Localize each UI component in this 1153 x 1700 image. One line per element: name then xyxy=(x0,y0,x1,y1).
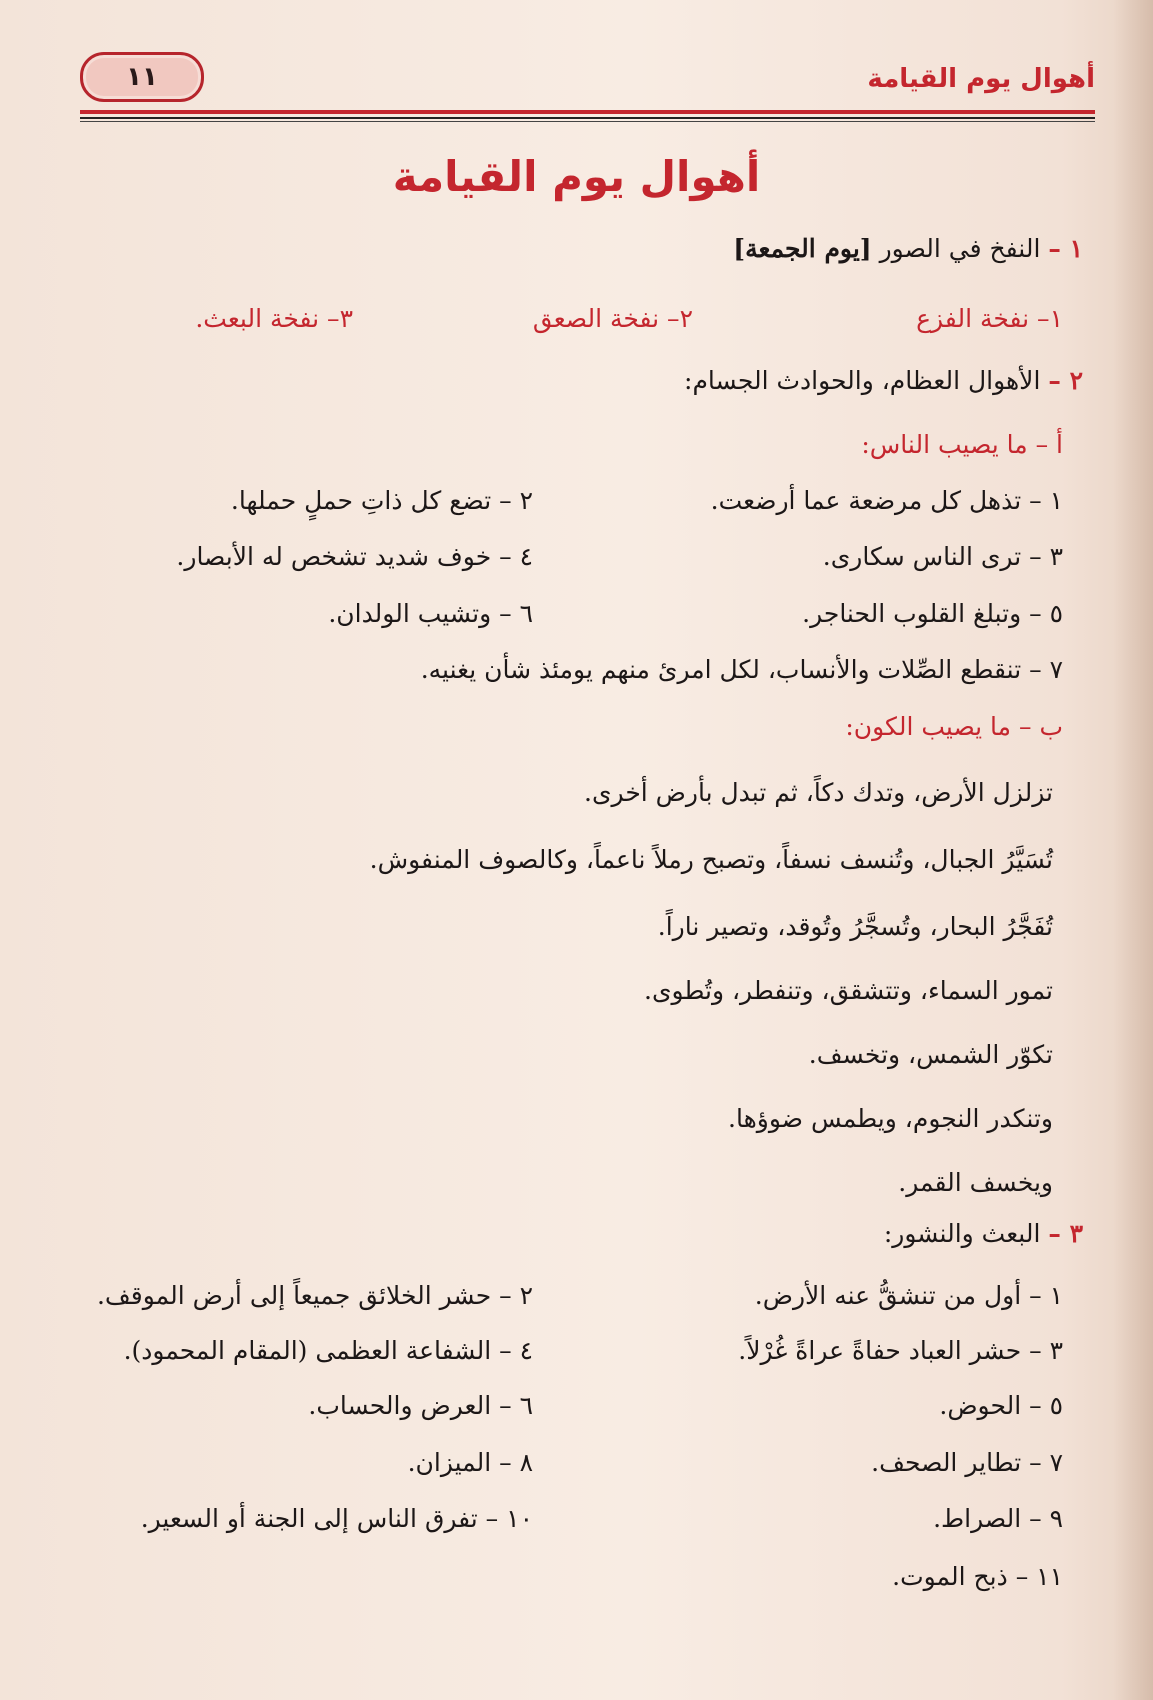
list-item: ٢ – تضع كل ذاتِ حملٍ حملها. xyxy=(230,486,533,515)
subsection-a-heading: أ – ما يصيب الناس: xyxy=(861,430,1063,459)
page-title: أهوال يوم القيامة xyxy=(392,152,761,201)
section-2-number: ٢ – xyxy=(1048,366,1083,395)
cosmos-item: تُسَيَّرُ الجبال، وتُنسف نسفاً، وتصبح رملاً ناعماً، وكالصوف المنفوش. xyxy=(369,845,1053,874)
list-item: ١١ – ذبح الموت. xyxy=(892,1562,1063,1591)
cosmos-item: وتنكدر النجوم، ويطمس ضوؤها. xyxy=(728,1104,1053,1133)
section-3-heading xyxy=(884,1217,1083,1251)
section-3-text: البعث والنشور: xyxy=(883,1219,1041,1248)
cosmos-item: ويخسف القمر. xyxy=(898,1168,1053,1197)
cosmos-item: تمور السماء، وتتشقق، وتنفطر، وتُطوى. xyxy=(644,976,1053,1005)
blowing-item: ٢– نفخة الصعق xyxy=(532,304,693,333)
header-rule-black xyxy=(80,117,1095,119)
list-item: ٦ – العرض والحساب. xyxy=(308,1391,533,1420)
list-item: ١ – تذهل كل مرضعة عما أرضعت. xyxy=(710,486,1063,515)
list-item: ٦ – وتشيب الولدان. xyxy=(328,599,533,628)
list-item: ١٠ – تفرق الناس إلى الجنة أو السعير. xyxy=(140,1504,533,1533)
running-title: أهوال يوم القيامة xyxy=(867,64,1095,94)
list-item: ٩ – الصراط. xyxy=(933,1504,1063,1533)
list-item: ٥ – وتبلغ القلوب الحناجر. xyxy=(802,599,1063,628)
list-item: ٨ – الميزان. xyxy=(407,1448,533,1477)
list-item: ١ – أول من تنشقُّ عنه الأرض. xyxy=(754,1281,1063,1310)
header-rule-red xyxy=(80,110,1095,114)
list-item: ٥ – الحوض. xyxy=(939,1391,1063,1420)
section-1-heading xyxy=(733,232,1083,266)
list-item: ٢ – حشر الخلائق جميعاً إلى أرض الموقف. xyxy=(96,1281,533,1310)
list-item: ٧ – تنقطع الصِّلات والأنساب، لكل امرئ منهم يومئذ شأن يغنيه. xyxy=(420,655,1063,684)
header-rule-thin xyxy=(80,121,1095,122)
section-1-text: النفخ في الصور xyxy=(871,234,1041,263)
section-1-bracket: [يوم الجمعة] xyxy=(733,234,872,263)
section-2-heading xyxy=(684,364,1083,398)
section-2-text: الأهوال العظام، والحوادث الجسام: xyxy=(684,366,1041,395)
subsection-b-heading: ب – ما يصيب الكون: xyxy=(845,712,1063,741)
list-item: ٣ – ترى الناس سكارى. xyxy=(822,542,1063,571)
list-item: ٤ – خوف شديد تشخص له الأبصار. xyxy=(176,542,533,571)
section-1-number: ١ – xyxy=(1048,234,1083,263)
blowing-item: ١– نفخة الفزع xyxy=(916,304,1063,333)
list-item: ٣ – حشر العباد حفاةً عراةً غُرْلاً. xyxy=(738,1336,1063,1365)
list-item: ٧ – تطاير الصحف. xyxy=(871,1448,1063,1477)
list-item: ٤ – الشفاعة العظمى (المقام المحمود). xyxy=(123,1336,533,1365)
blowing-item: ٣– نفخة البعث. xyxy=(195,304,353,333)
cosmos-item: تُفَجَّرُ البحار، وتُسجَّرُ وتُوقد، وتصير ناراً. xyxy=(657,912,1053,941)
section-3-number: ٣ – xyxy=(1048,1219,1083,1248)
cosmos-item: تزلزل الأرض، وتدك دكاً، ثم تبدل بأرض أخرى. xyxy=(584,778,1053,807)
page-number: ١١ xyxy=(126,62,158,92)
cosmos-item: تكوّر الشمس، وتخسف. xyxy=(808,1040,1053,1069)
page-number-badge xyxy=(80,52,204,102)
page-header xyxy=(80,48,1095,108)
